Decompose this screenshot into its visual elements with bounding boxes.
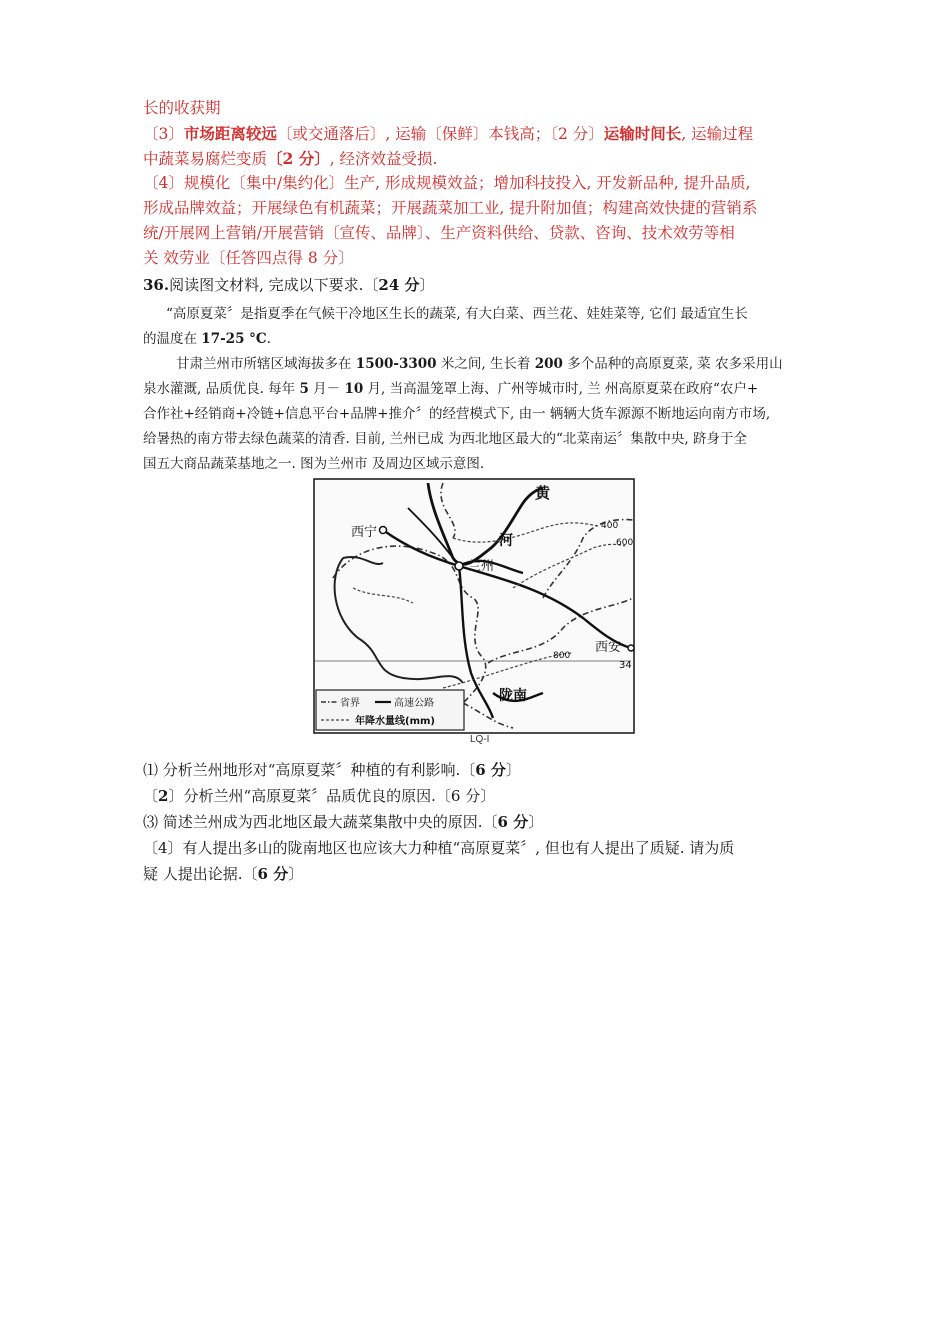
label-iso400: 400 (601, 521, 619, 531)
para1-line-2: 的温度在 17-25 °C. (143, 331, 271, 347)
label-huang: 黄 (535, 484, 551, 502)
subquestion-4-line-1: 〔4〕有人提出多山的陇南地区也应该大力种植“高原夏菜〞, 但也有人提出了质疑. 请为质 (143, 839, 735, 857)
xining-dot (380, 527, 387, 534)
label-xining: 西宁 (351, 525, 378, 540)
svg-text:省界: 省界 (340, 698, 360, 709)
svg-text:高速公路: 高速公路 (394, 698, 434, 709)
question-36-heading: 36.阅读图文材料, 完成以下要求.〔24 分〕 (143, 276, 435, 294)
label-lanzhou: 兰州 (468, 559, 495, 574)
label-he: 河 (499, 533, 513, 549)
lanzhou-region-map (313, 478, 635, 734)
label-xian: 西安 (595, 640, 622, 655)
map-legend (316, 690, 464, 730)
para2-line-4: 给暑热的南方带去绿色蔬菜的清香. 目前, 兰州已成 为西北地区最大的“北菜南运〞集散中央, 跻身于全 (143, 431, 747, 447)
subquestion-4-line-2: 疑 人提出论据.〔6 分〕 (143, 865, 304, 883)
label-lat: 34 (619, 660, 632, 671)
answer-line-2: 〔3〕市场距离较远〔或交通落后〕, 运输〔保鲜〕本钱高；〔2 分〕运输时间长, 运输过程 (143, 124, 754, 143)
para2-line-5: 国五大商品蔬菜基地之一. 图为兰州市 及周边区域示意图. (143, 456, 485, 472)
para2-line-3: 合作社+经销商+冷链+信息平台+品牌+推介〞的经营模式下, 由一 辆辆大货车源源不断地运向南方市场, (143, 406, 771, 422)
answer-line-6: 统/开展网上营销/开展营销〔宣传、品牌〕、生产资料供给、贷款、咨询、技术效劳等相 (143, 224, 735, 242)
subquestion-1: ⑴ 分析兰州地形对“高原夏菜〞种植的有利影响.〔6 分〕 (143, 761, 521, 779)
subquestion-2: 〔2〕分析兰州“高原夏菜〞品质优良的原因.〔6 分〕 (143, 787, 496, 805)
answer-line-1: 长的收获期 (143, 99, 221, 117)
svg-text:年降水量线(mm): 年降水量线(mm) (355, 716, 435, 727)
para2-line-1: 甘肃兰州市所辖区域海拔多在 1500-3300 米之间, 生长着 200 多个品种的高原夏菜, 菜 农多采用山 (176, 356, 783, 372)
map-caption: LQ-I (470, 734, 490, 745)
xian-dot (628, 645, 634, 651)
para1-line-1: “高原夏菜〞是指夏季在气候干冷地区生长的蔬菜, 有大白菜、西兰花、娃娃菜等, 它们 最适宜生长 (166, 306, 748, 322)
answer-line-4: 〔4〕规模化〔集中/集约化〕生产, 形成规模效益；增加科技投入, 开发新品种, 提升品质, (143, 174, 751, 192)
answer-line-5: 形成品牌效益；开展绿色有机蔬菜；开展蔬菜加工业, 提升附加值；构建高效快捷的营销系 (143, 199, 758, 217)
lanzhou-dot (455, 562, 463, 570)
label-iso800: 800 (553, 651, 571, 661)
para2-line-2: 泉水灌溉, 品质优良. 每年 5 月－ 10 月, 当高温笼罩上海、广州等城市时, 兰 州高原夏菜在政府“农户+ (143, 381, 759, 397)
label-iso600: 600 (616, 538, 634, 548)
answer-line-3: 中蔬菜易腐烂变质〔2 分〕, 经济效益受损. (143, 149, 438, 168)
subquestion-3: ⑶ 简述兰州成为西北地区最大蔬菜集散中央的原因.〔6 分〕 (143, 813, 544, 831)
label-longnan: 陇南 (499, 688, 527, 704)
answer-line-7: 关 效劳业〔任答四点得 8 分〕 (143, 249, 354, 267)
